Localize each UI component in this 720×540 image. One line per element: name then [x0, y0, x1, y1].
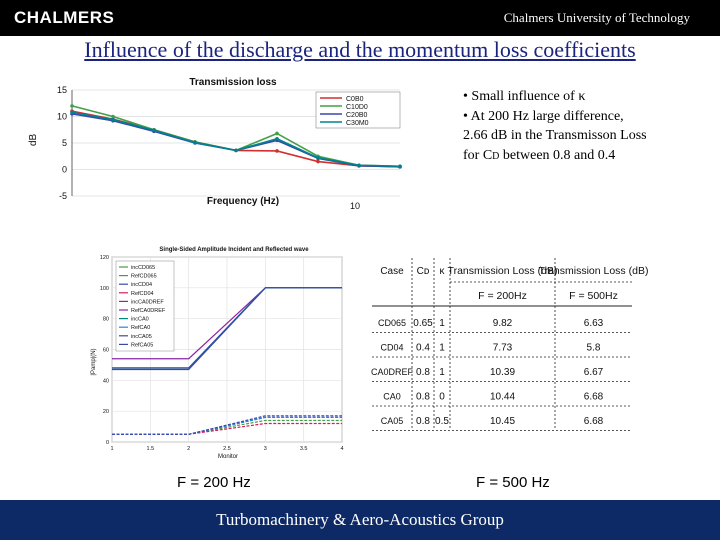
- tl-data-point: [70, 104, 74, 108]
- table-cell: CA0DREF: [370, 367, 414, 377]
- chalmers-logo: CHALMERS: [14, 8, 115, 27]
- header-bar: [0, 0, 720, 36]
- tl-data-point: [275, 149, 279, 153]
- tl-data-point: [398, 165, 402, 169]
- table-subheader-cell: F = 500Hz: [569, 290, 618, 302]
- tl-xlabel: Frequency (Hz): [206, 196, 280, 207]
- amp-ytick-label: 20: [102, 409, 109, 416]
- tl-data-point: [111, 118, 115, 122]
- table-cell: 7.73: [492, 342, 513, 354]
- table-subheader-cell: F = 200Hz: [478, 290, 527, 302]
- tl-data-point: [152, 128, 156, 132]
- tl-ytick-label: 5: [61, 138, 67, 148]
- table-cell: 0.5: [435, 416, 449, 427]
- bullet-transmission-loss: 2.66 dB in the Transmisson Loss: [463, 128, 647, 143]
- amp-legend-label: RefCA0DREF: [131, 308, 166, 314]
- tl-legend-label: C10D0: [346, 104, 368, 111]
- amp-ytick-label: 80: [102, 316, 109, 323]
- amp-legend-label: incCD065: [131, 265, 156, 271]
- table-cell: 0.65: [413, 318, 433, 329]
- table-header-cell: Transmission Loss (dB): [447, 265, 558, 277]
- amp-legend-label: RefCD04: [131, 290, 154, 297]
- table-cell: 0: [439, 391, 445, 403]
- tl-data-point: [111, 115, 115, 119]
- table-cell: 0.8: [416, 367, 430, 378]
- bullet-large-difference: • At 200 Hz large difference,: [463, 108, 624, 124]
- table-cell: 1: [439, 318, 445, 329]
- amp-ylabel: |Pamp|(N): [91, 348, 97, 376]
- tl-legend-label: C0B0: [346, 96, 364, 103]
- table-cell: CA05: [380, 416, 404, 426]
- tl-ytick-label: 10: [56, 111, 67, 122]
- table-cell: 0.8: [416, 416, 430, 427]
- tl-data-point: [275, 132, 279, 136]
- amp-ytick-label: 40: [102, 378, 109, 385]
- table-cell: CA0: [383, 391, 401, 402]
- table-cell: 6.68: [583, 416, 604, 427]
- table-cell: 10.39: [489, 367, 516, 378]
- slide-title: Influence of the discharge and the momentum loss coefficients: [84, 37, 636, 62]
- tl-ytick-label: 15: [56, 85, 67, 95]
- university-name: Chalmers University of Technology: [503, 10, 690, 25]
- tl-data-point: [70, 110, 74, 114]
- table-cell: 9.82: [492, 318, 513, 329]
- amp-xtick-label: 2: [187, 446, 191, 452]
- table-cell: 10.45: [489, 416, 516, 427]
- footer-group-name: Turbomachinery & Aero-Acoustics Group: [216, 510, 504, 529]
- tl-data-point: [275, 137, 279, 141]
- amp-legend-label: RefCA0: [131, 325, 151, 332]
- table-cell: 6.63: [583, 318, 604, 329]
- footer-bar: [0, 500, 720, 540]
- amp-ytick-label: 120: [99, 255, 109, 261]
- table-cell: 10.44: [489, 391, 516, 403]
- results-table: [370, 258, 649, 450]
- amp-legend-label: incCA0DREF: [131, 299, 164, 306]
- table-header-cell: Transmission Loss (dB): [538, 265, 649, 277]
- table-header-cell: κ: [439, 266, 445, 277]
- table-cell: 6.67: [583, 367, 604, 378]
- amp-xtick-label: 2.5: [223, 446, 231, 452]
- bullet-list: [463, 87, 713, 166]
- amp-ytick-label: 100: [99, 285, 109, 292]
- amp-legend-label: RefCD065: [131, 273, 157, 280]
- amp-xtick-label: 3.5: [299, 446, 308, 452]
- amp-ytick-label: 0: [105, 440, 109, 446]
- table-cell: 1: [439, 367, 445, 378]
- caption-500hz: F = 500 Hz: [476, 474, 550, 491]
- caption-200hz: F = 200 Hz: [177, 474, 251, 491]
- tl-chart-title: Transmission loss: [189, 77, 277, 88]
- tl-ylabel: dB: [28, 133, 39, 146]
- table-header-cell: Case: [380, 266, 404, 277]
- tl-data-point: [316, 156, 320, 160]
- tl-data-point: [193, 141, 197, 145]
- tl-x-exponent: 10: [350, 201, 361, 211]
- tl-data-point: [357, 163, 361, 167]
- amp-legend-label: RefCA05: [131, 342, 154, 349]
- amplitude-chart: [86, 242, 350, 460]
- amp-xtick-label: 4: [340, 446, 344, 452]
- bullet-small-influence: • Small influence of κ: [463, 89, 586, 104]
- amp-xtick-label: 3: [263, 446, 267, 452]
- table-cell: CD065: [377, 318, 407, 328]
- table-cell: 6.68: [583, 391, 604, 403]
- amp-ytick-label: 60: [102, 347, 109, 354]
- amp-xlabel: Monitor: [217, 454, 239, 460]
- tl-ytick-label: 0: [61, 164, 67, 175]
- amp-chart-title: Single-Sided Amplitude Incident and Reflected wave: [159, 247, 309, 253]
- amp-legend-label: incCD04: [131, 282, 153, 289]
- tl-data-point: [234, 149, 238, 153]
- amp-legend-label: incCA05: [131, 333, 152, 340]
- bullet-cd-range: for CD between 0.8 and 0.4: [463, 147, 616, 163]
- tl-ytick-label: -5: [58, 191, 67, 201]
- tl-legend-label: C30M0: [346, 120, 369, 127]
- amp-xtick-label: 1.5: [146, 446, 155, 452]
- transmission-loss-chart: [28, 74, 408, 210]
- table-header-cell: Cᴅ: [416, 266, 430, 277]
- table-cell: CD04: [380, 342, 404, 353]
- amp-legend-label: incCA0: [131, 316, 149, 323]
- amp-xtick-label: 1: [110, 446, 114, 452]
- table-cell: 0.4: [416, 342, 430, 354]
- table-cell: 5.8: [586, 342, 601, 354]
- tl-data-point: [316, 160, 320, 164]
- tl-legend-label: C20B0: [346, 112, 368, 119]
- table-cell: 0.8: [416, 391, 430, 403]
- table-cell: 1: [439, 342, 445, 354]
